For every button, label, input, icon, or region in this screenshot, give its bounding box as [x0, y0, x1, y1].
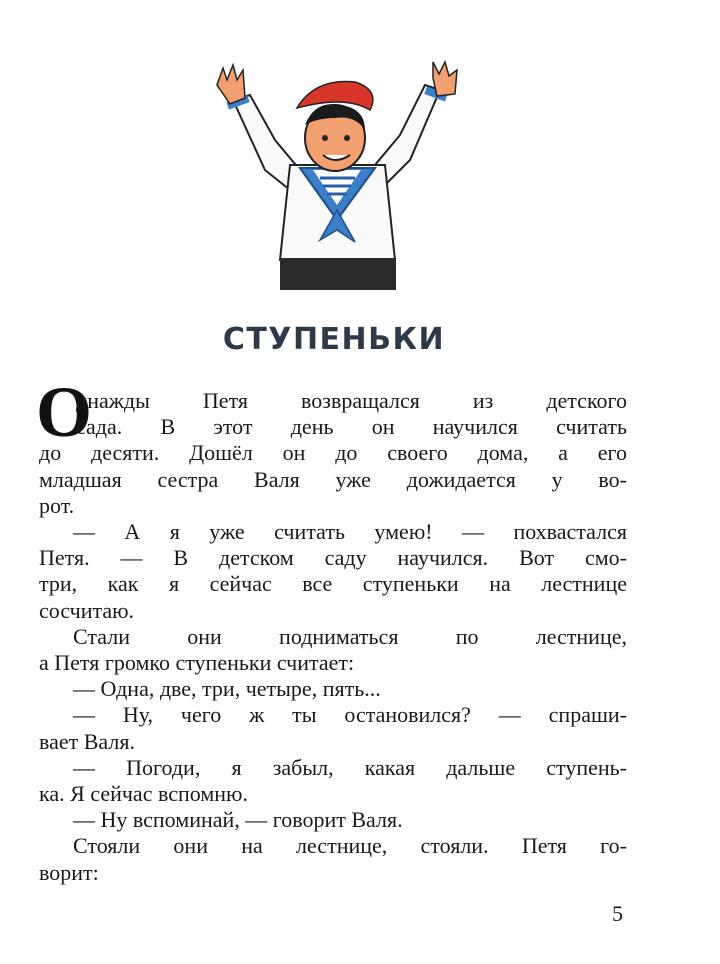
text-line: до десяти. Дошёл он до своего дома, а его — [39, 440, 627, 466]
text-line: ворит: — [39, 859, 99, 885]
text-line: три, как я сейчас все ступеньки на лестнице — [39, 571, 627, 597]
text-line: днажды Петя возвращался из детского — [76, 388, 627, 413]
text-line: рот. — [39, 492, 75, 518]
text-line: ка. Я сейчас вспомню. — [39, 781, 248, 806]
boy-sailor-illustration — [205, 60, 470, 295]
text-line: а Петя громко ступеньки считает: — [39, 650, 355, 675]
page-number: 5 — [612, 901, 623, 926]
text-line: Стояли они на лестнице, стояли. Петя го- — [73, 833, 627, 859]
text-line: Стали они подниматься по лестнице, — [73, 623, 627, 649]
text-line: Петя. — В детском саду научился. Вот смо- — [39, 545, 627, 571]
text-line: — А я уже считать умею! — похвастался — [73, 519, 627, 544]
text-line: вает Валя. — [39, 728, 135, 754]
story-title: СТУПЕНЬКИ — [222, 322, 446, 357]
text-line: сада. В этот день он научился считать — [76, 414, 627, 440]
drop-cap: О — [36, 372, 93, 452]
text-line: — Ну, чего ж ты остановился? — спраши- — [73, 702, 627, 728]
text-line: младшая сестра Валя уже дожидается у во- — [39, 466, 627, 492]
text-line: — Погоди, я забыл, какая дальше ступень- — [73, 754, 627, 780]
text-line: сосчитаю. — [39, 597, 135, 623]
text-line: — Одна, две, три, четыре, пять... — [73, 676, 381, 702]
text-line: — Ну вспоминай, — говорит Валя. — [73, 807, 403, 833]
